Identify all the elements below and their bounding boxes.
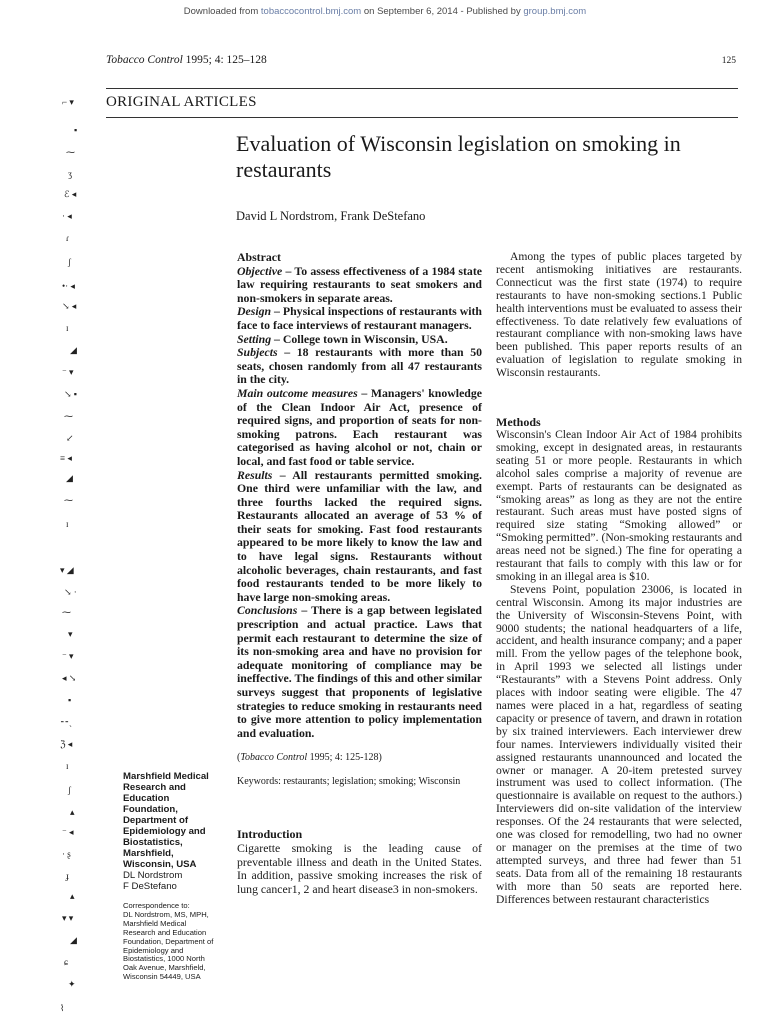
abstract-design: Design – Physical inspections of restaurants with face to face interviews of restaurant managers. [237, 304, 482, 332]
article-authors: David L Nordstrom, Frank DeStefano [236, 209, 426, 223]
scan-mark: ⁓ [64, 411, 73, 421]
article-title: Evaluation of Wisconsin legislation on smoking in restaurants [236, 131, 681, 182]
scan-mark: ▴ [70, 807, 75, 817]
abstract-subjects: Subjects – 18 restaurants with more than 50 seats, chosen randomly from all 47 restaurants in the city. [237, 345, 482, 387]
scan-mark: ⁃⁃ˎ [60, 717, 72, 727]
introduction-text: Cigarette smoking is the leading cause of preventable illness and death in the United States. In addition, passive smoking increases the risk of lung cancer1, 2 and heart disease3 in non-smokers. [237, 840, 482, 896]
scan-mark: ◂ ↘ [62, 673, 77, 683]
download-middle: on September 6, 2014 - Published by [361, 6, 524, 17]
correspondence-line: Marshfield Medical [123, 918, 187, 928]
abstract-results: Results – All restaurants permitted smoking. One third were unfamiliar with the law, and three fourths lacked the required signs. Restaurants allocated an average of 53 % of their seats for smoking. Fast food restaurants appeared to be more likely to know the law and to have legal signs. Restaurants without alcoholic beverages, chain restaurants, and fast food restaurants tended to be more likely to have large non-smoking areas. [237, 467, 482, 604]
scan-mark: ↘ ▪ [64, 389, 77, 399]
affiliation-line: Department of [123, 815, 189, 826]
scan-mark: ↘ ◂ [62, 301, 77, 311]
keywords: Keywords: restaurants; legislation; smoking; Wisconsin [237, 776, 461, 788]
affiliation-line: Marshfield, [123, 848, 174, 859]
methods-heading: Methods [496, 415, 541, 430]
scan-mark: ◢ [70, 345, 77, 355]
scan-mark: ɟ [66, 871, 69, 881]
author-name: F DeStefano [123, 881, 177, 892]
scan-mark: •· ◂ [62, 281, 75, 291]
introduction-heading: Introduction [237, 827, 303, 842]
correspondence-line: Epidemiology and [123, 945, 184, 955]
download-prefix: Downloaded from [183, 6, 261, 17]
intro-paragraph: Among the types of public places targeted by recent antismoking initiatives are restaurants. Connecticut was the first state (1974) to require restaurants to have non-smoking sections.1 Public health interventions must be evaluated to assess their effectiveness. To date relatively few evaluations of restaurant compliance with non-smoking laws have been published. This paper reports results of an evaluation of legislation to regulate smoking in Wisconsin restaurants. [496, 250, 742, 380]
scan-mark: ⁓ [66, 147, 75, 157]
right-column [496, 251, 742, 907]
scan-mark: ≡ ◂ [60, 453, 72, 463]
affiliation-line: Research and [123, 782, 186, 793]
journal-citation [106, 54, 267, 66]
scan-mark: ⁓ [62, 607, 71, 617]
scan-mark: ◢ [66, 473, 73, 483]
abstract-outcome-measures: Main outcome measures – Managers' knowledge of the Clean Indoor Air Act, presence of required signs, and proportion of seats for non-smoking patrons. Each restaurant was categorised as having alcohol or not, chain or local, and fast food or table service. [237, 385, 482, 468]
scan-mark: ʃ [68, 785, 71, 795]
scan-mark: ↙ [66, 433, 74, 443]
correspondence-line: Research and Education [123, 927, 207, 937]
scan-mark: ◢ [70, 935, 77, 945]
scan-mark: ɕ [64, 957, 68, 967]
scan-mark: ⁻ ▾ [62, 651, 74, 661]
journal-reference: (Tobacco Control 1995; 4: 125-128) [237, 752, 382, 764]
correspondence [123, 902, 235, 982]
scan-mark: ▪ [68, 695, 72, 705]
abstract-setting: Setting – College town in Wisconsin, USA. [237, 331, 448, 346]
affiliation-line: Education [123, 793, 170, 804]
site-link[interactable]: tobaccocontrol.bmj.com [260, 6, 362, 17]
abstract-heading: Abstract [237, 250, 281, 264]
correspondence-line: DL Nordstrom, MS, MPH, [123, 909, 209, 919]
scan-mark: ℰ ◂ [64, 189, 77, 199]
scan-mark: ⁻ ▾ [62, 367, 74, 377]
scan-mark: ✦ [68, 979, 76, 989]
section-label: ORIGINAL ARTICLES [106, 94, 257, 110]
scan-mark: ⌐ ▾ [62, 97, 74, 107]
scan-mark: · ◂ [62, 211, 72, 221]
section-rule [106, 117, 738, 118]
affiliation-line: Wisconsin, USA [123, 859, 197, 870]
scan-mark: ɾ [66, 233, 69, 243]
correspondence-line: Correspondence to: [123, 901, 190, 910]
scan-mark: ▪ [74, 125, 78, 135]
scan-mark: ʒ [68, 169, 72, 179]
scan-mark: ▾ [68, 629, 73, 639]
journal-name: Tobacco Control [106, 54, 183, 66]
affiliation-line: Epidemiology and [123, 826, 206, 837]
scan-mark: ⌇ [60, 1003, 65, 1013]
journal-issue: 1995; 4: 125–128 [182, 54, 267, 66]
abstract-conclusions: Conclusions – There is a gap between legislated prescription and actual practice. Laws that permit each restaurant to determine the size of its non-smoking area and have no provision for adequate monitoring of compliance may be ineffective. The findings of this and other similar surveys suggest that proponents of legislative strategies to reduce smoking in restaurants need to give more attention to policy implementation and evaluation. [237, 603, 482, 740]
scan-mark: ɪ [66, 323, 69, 333]
scan-mark: ⁻ ◂ [62, 827, 74, 837]
author-name: DL Nordstrom [123, 870, 183, 881]
scan-mark: ʃ [68, 257, 71, 267]
correspondence-line: Oak Avenue, Marshfield, [123, 963, 206, 973]
scan-mark: · ʂ [62, 849, 71, 859]
affiliation-line: Foundation, [123, 804, 178, 815]
methods-paragraph-2: Stevens Point, population 23006, is located in central Wisconsin. Among its major industries are the University of Wisconsin-Stevens Point, with 9000 students; the national headquarters of a life, accident, and health insurance company; and a paper mill. From the yellow pages of the telephone book, in April 1993 we selected all listings under “Restaurants” with a Stevens Point address. Only places with indoor seating were eligible. The 47 names were placed in a hat, regardless of seating capacity or presence of tavern, and drawn in rotation by six trained interviewers. Each interviewer drew four names. Interviewers individually visited their assigned restaurants unannounced and located the owner or manager. A 20-item pretested survey instrument was used to collect information. (The questionnaire is available on request to the authors.) Interviewers did on-site validation of the interview responses. Of the 24 restaurants that were selected, one was closed for remodelling, two had no owner or manager on the premises at the time of two attempted surveys, and three had fewer than 51 seats. Data from all of the remaining 18 restaurants with more than 50 seats are reported here. Differences between restaurant characteristics [496, 582, 742, 906]
scan-mark: ▴ [70, 891, 75, 901]
scan-mark: ↘ · [64, 587, 77, 597]
abstract-objective: Objective – To assess effectiveness of a 1984 state law requiring restaurants to seat smokers and non-smokers in separate areas. [237, 263, 482, 305]
correspondence-line: Biostatistics, 1000 North [123, 954, 205, 964]
abstract [237, 251, 482, 740]
methods-paragraph-1: Wisconsin's Clean Indoor Air Act of 1984 prohibits smoking, except in designated areas, in restaurants seating 51 or more people. Restaurants in which alcohol sales comprise a majority of revenue are exempt. Parts of restaurants can be designated as “smoking areas” as long as they are not the entire restaurant. Such areas must have posted signs of required size stating “Smoking allowed” or “Smoking permitted”. (Non-smoking restaurants and areas need not be signed.) The fine for operating a restaurant that fails to comply with this law or for smoking in an illegal area is $10. [496, 427, 742, 583]
left-column [237, 251, 482, 896]
header-rule [106, 88, 738, 89]
affiliation [123, 771, 233, 892]
download-banner [0, 6, 770, 17]
correspondence-line: Wisconsin 54449, USA [123, 972, 201, 982]
page-number: 125 [721, 56, 736, 66]
scan-mark: ɪ [66, 519, 69, 529]
correspondence-line: Foundation, Department of [123, 936, 214, 946]
affiliation-line: Marshfield Medical [123, 771, 209, 782]
scan-mark: ▾ ▾ [62, 913, 74, 923]
scan-mark: ▾ ◢ [60, 565, 74, 575]
publisher-link[interactable]: group.bmj.com [523, 6, 587, 17]
scan-mark: ℨ ◂ [60, 739, 73, 749]
scan-mark: ɪ [66, 761, 69, 771]
affiliation-line: Biostatistics, [123, 837, 183, 848]
scan-mark: ⁓ [64, 495, 73, 505]
